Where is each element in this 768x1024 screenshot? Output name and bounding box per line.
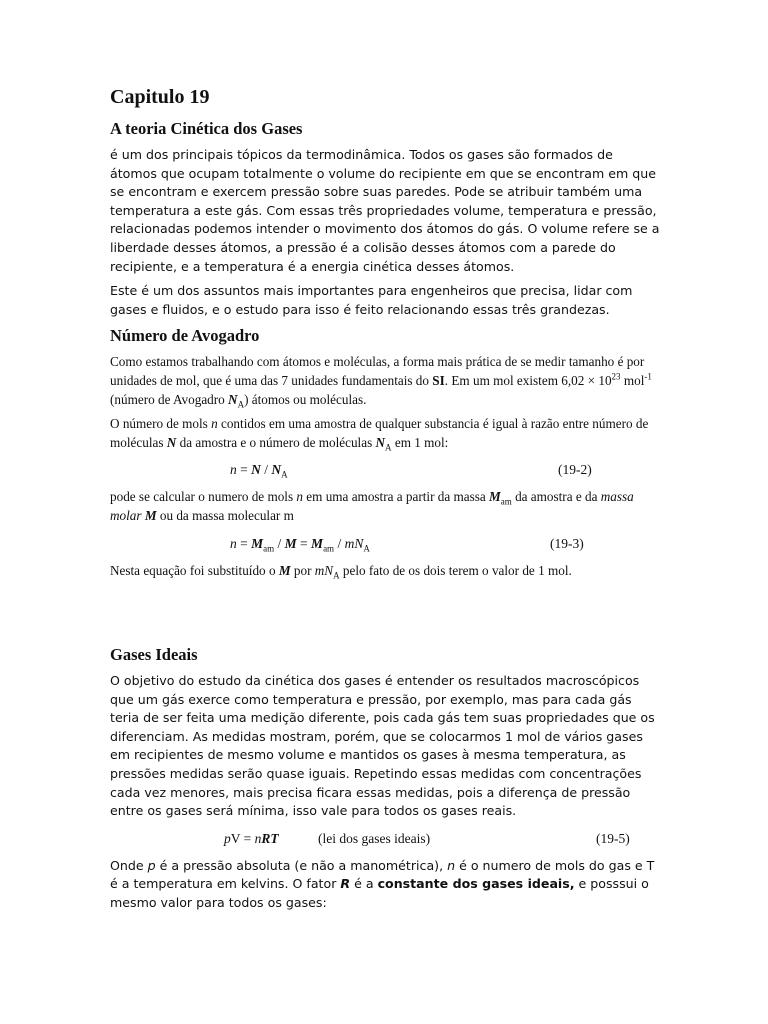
section-heading-avogadro: Número de Avogadro	[110, 326, 260, 346]
document-page	[110, 84, 660, 919]
equation-note: (lei dos gases ideais)	[318, 830, 431, 846]
paragraph-kinetic-intro: é um dos principais tópicos da termodinâmica. Todos os gases são formados de átomos que ocupam totalmente o volume do recipiente em que se encontram em que se encontram e exercem pressão sobre suas paredes. Pode se atribuir também uma temperatura a este gás. Com essas três propriedades volume, temperatura e pressão, relacionadas podemos intender o movimento dos átomos do gás. O volume refere se a liberdade desses átomos, a pressão é a colisão desses átomos com a parede do recipiente, e a temperatura é a energia cinética desses átomos.	[110, 147, 660, 274]
section-spacer	[110, 586, 660, 644]
paragraph-ideal-gases: O objetivo do estudo da cinética dos gases é entender os resultados macroscópicos que um gás exerce como temperatura e pressão, por exemplo, mas para cada gás teria de ser feita uma medição diferente, pois cada gás tem suas propriedades que os diferenciam. As medidas mostram, porém, que se colocarmos 1 mol de vários gases em recipientes de mesmo volume e mantidos os gases à mesma temperatura, as pressões medidas serão quase iguais. Repetindo essas medidas com concentrações cada vez menores, mais precisa ficara essas medidas, pois a diferença de pressão entre os gases será mínima, isso vale para todos os gases reais.	[110, 673, 655, 819]
equation-number: (19-2)	[558, 462, 592, 478]
section-heading-kinetic-theory: A teoria Cinética dos Gases	[110, 119, 303, 138]
paragraph-gas-constant: Onde p é a pressão absoluta (e não a manométrica), n é o numero de mols do gas e T é a temperatura em kelvins. O fator R é a constante dos gases ideais, e posssui o mesmo valor para todos os gases:	[110, 857, 655, 911]
equation-number: (19-3)	[550, 535, 584, 551]
equation-19-2	[110, 458, 660, 482]
paragraph-substitution: Nesta equação foi substituído o M por $mN_A$ pelo fato de os dois terem o valor de 1 mol.	[110, 562, 572, 581]
equation-formula: $n = N / N_A$	[230, 462, 288, 480]
equation-19-3	[110, 532, 660, 556]
paragraph-kinetic-importance: Este é um dos assuntos mais importantes para engenheiros que precisa, lidar com gases e fluidos, e o estudo para isso é feito relacionando essas três grandezas.	[110, 283, 633, 317]
section-heading-ideal-gases: Gases Ideais	[110, 645, 198, 665]
equation-formula: pV = nRT	[224, 830, 279, 846]
paragraph-avogadro-mol: Como estamos trabalhando com átomos e moléculas, a forma mais prática de se medir tamanho é por unidades de mol, que é uma das 7 unidades fundamentais do SI. Em um mol existem $6,02 \times 10^{23}$ mol$^{-1}$ (número de Avogadro $N_A$) átomos ou moléculas.	[110, 354, 652, 410]
equation-formula: $n = M_{am} / M = M_{am} / mN_A$	[230, 535, 370, 554]
equation-number: (19-5)	[596, 830, 630, 846]
paragraph-number-of-mols: O número de mols n contidos em uma amostra de qualquer substancia é igual à razão entre número de moléculas N da amostra e o número de moléculas $N_A$ em 1 mol:	[110, 416, 649, 453]
paragraph-molar-mass: pode se calcular o numero de mols n em uma amostra a partir da massa $M_{am}$ da amostra e da massa molar M ou da massa molecular m	[110, 489, 634, 523]
equation-19-5	[110, 827, 660, 851]
si-text: SI	[432, 372, 445, 388]
chapter-title: Capitulo 19	[110, 86, 210, 108]
